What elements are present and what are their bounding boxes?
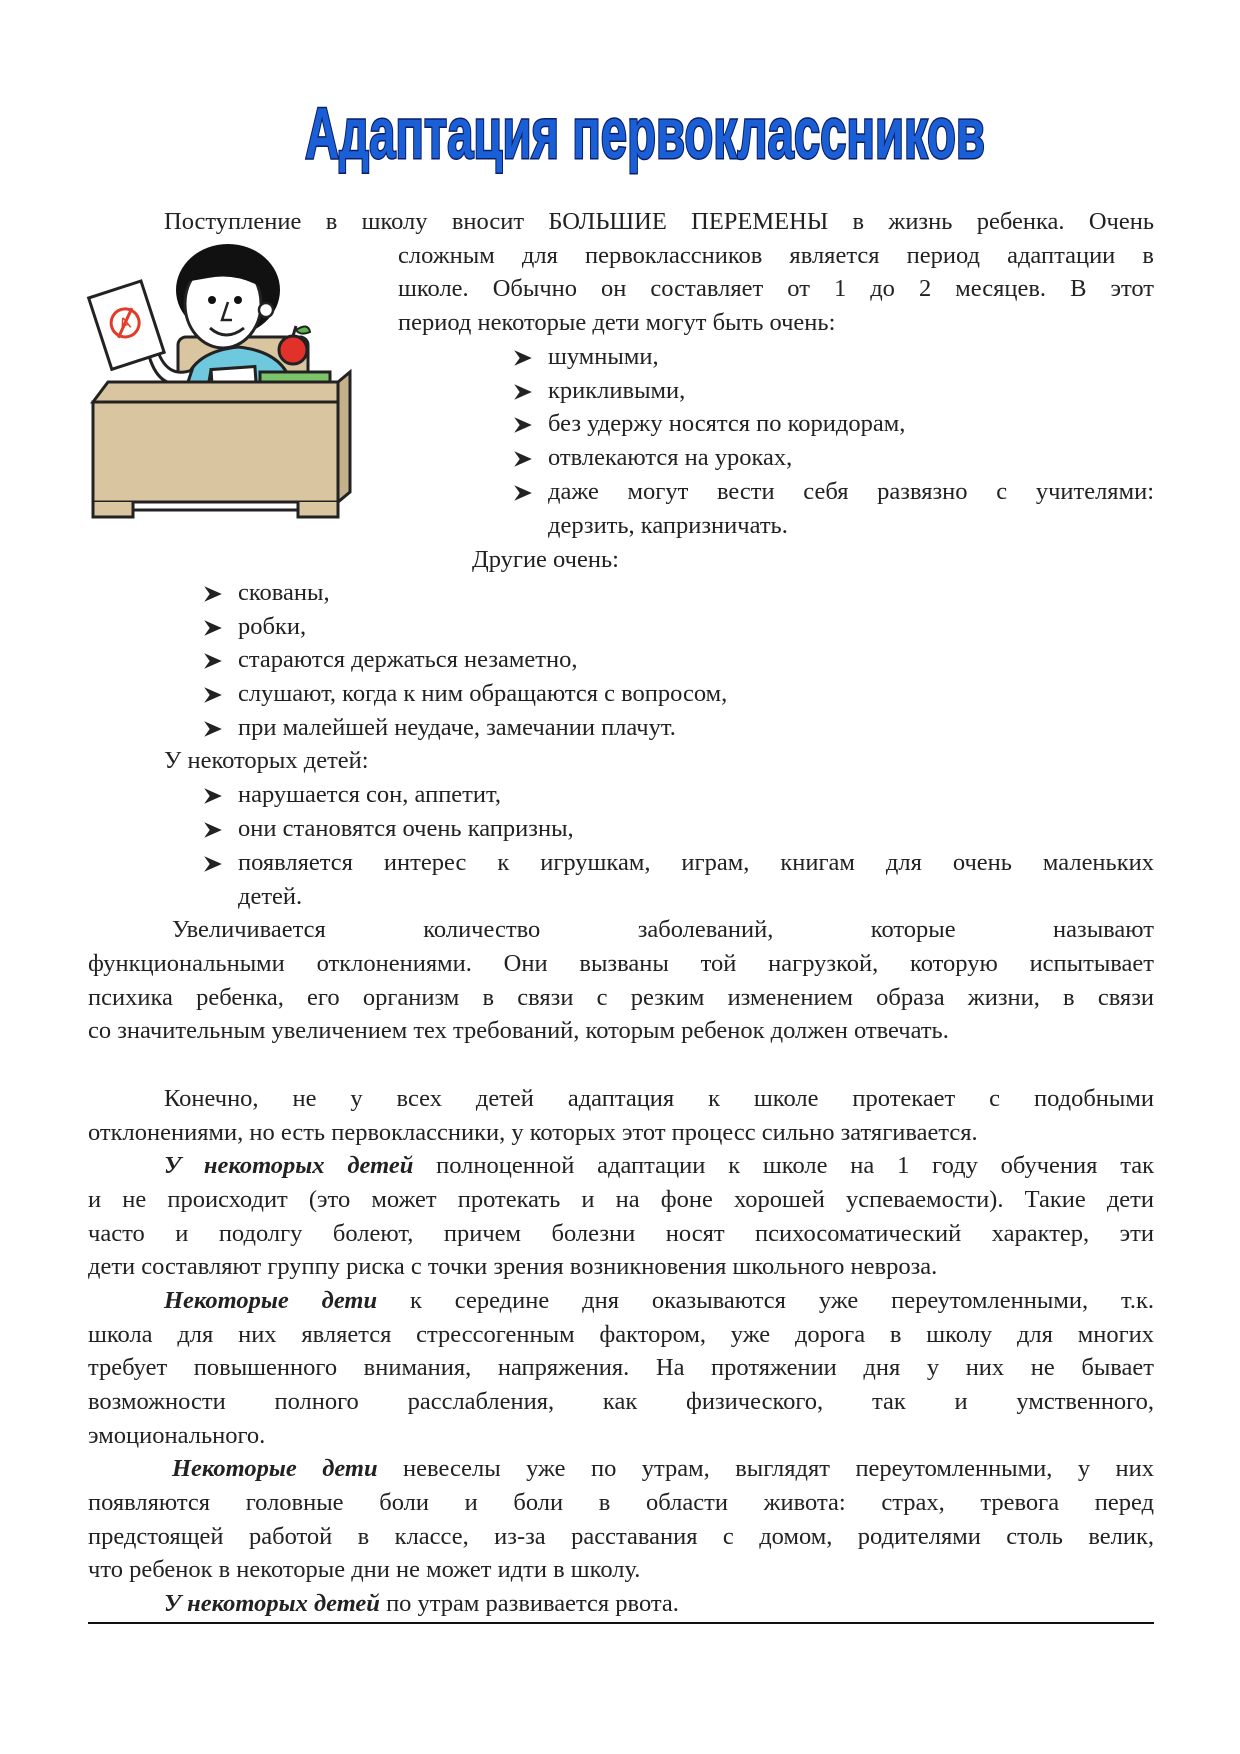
emphasis-lead: У некоторых детей	[164, 1590, 380, 1617]
arrow-bullet-icon	[512, 448, 534, 470]
para1-line-4: со значительным увеличением тех требований, которым ребенок должен отвечать.	[88, 1017, 949, 1044]
page-title: Адаптация первоклассников	[305, 94, 985, 174]
emphasis-lead: Некоторые дети	[172, 1455, 378, 1482]
teacher-at-desk-illustration	[88, 242, 388, 572]
para5-line-1-rest: невеселы уже по утрам, выглядят переутомленными, у них	[377, 1455, 1154, 1482]
arrow-bullet-icon	[512, 414, 534, 436]
list-item: слушают, когда к ним обращаются с вопросом,	[238, 680, 728, 707]
intro-line-4: период некоторые дети могут быть очень:	[398, 309, 836, 336]
emphasis-lead: У некоторых детей	[164, 1152, 414, 1179]
list-item: появляется интерес к игрушкам, играм, книгам для очень маленьких	[238, 849, 1154, 876]
list-item: крикливыми,	[548, 377, 686, 404]
others-label: Другие очень:	[472, 546, 619, 573]
para5-line-1	[172, 1452, 1154, 1485]
list-item: без удержу носятся по коридорам,	[548, 410, 906, 437]
list-item: скованы,	[238, 579, 330, 606]
arrow-bullet-icon	[202, 583, 224, 605]
list-item-continuation: дерзить, капризничать.	[548, 512, 788, 539]
para1-line-1: Увеличивается количество заболеваний, которые называют	[172, 916, 1154, 943]
para6-rest: по утрам развивается рвота.	[379, 1590, 679, 1617]
title-wordart	[300, 84, 990, 176]
list-item: стараются держаться незаметно,	[238, 646, 578, 673]
para3-line-1	[164, 1149, 1154, 1182]
para4-line-1-rest: к середине дня оказываются уже переутомленными, т.к.	[377, 1287, 1154, 1314]
list-item: при малейшей неудаче, замечании плачут.	[238, 714, 676, 741]
para4-line-5: эмоционального.	[88, 1422, 266, 1449]
list-item: отвлекаются на уроках,	[548, 444, 793, 471]
para2-line-2: отклонениями, но есть первоклассники, у которых этот процесс сильно затягивается.	[88, 1119, 978, 1146]
arrow-bullet-icon	[202, 650, 224, 672]
intro-line-1: Поступление в школу вносит БОЛЬШИЕ ПЕРЕМЕНЫ в жизнь ребенка. Очень	[164, 208, 1154, 235]
arrow-bullet-icon	[512, 482, 534, 504]
para3-line-4: дети составляют группу риска с точки зрения возникновения школьного невроза.	[88, 1253, 938, 1280]
arrow-bullet-icon	[202, 819, 224, 841]
list-item: нарушается сон, аппетит,	[238, 781, 501, 808]
bottom-divider	[88, 1622, 1154, 1624]
list-item-continuation: детей.	[238, 883, 303, 910]
list-item: шумными,	[548, 343, 659, 370]
para1-line-2: функциональными отклонениями. Они вызваны той нагрузкой, которую испытывает	[88, 950, 1154, 977]
list-item: робки,	[238, 613, 307, 640]
para2-line-1: Конечно, не у всех детей адаптация к школе протекает с подобными	[164, 1085, 1154, 1112]
para5-line-4: что ребенок в некоторые дни не может идти в школу.	[88, 1556, 641, 1583]
para5-line-3: предстоящей работой в классе, из-за расставания с домом, родителями столь велик,	[88, 1523, 1154, 1550]
arrow-bullet-icon	[202, 853, 224, 875]
para6-line-1	[164, 1587, 679, 1620]
para4-line-3: требует повышенного внимания, напряжения. На протяжении дня у них не бывает	[88, 1354, 1154, 1381]
intro-line-2: сложным для первоклассников является период адаптации в	[398, 242, 1154, 269]
para4-line-2: школа для них является стрессогенным фактором, уже дорога в школу для многих	[88, 1321, 1154, 1348]
intro-line-3: школе. Обычно он составляет от 1 до 2 месяцев. В этот	[398, 275, 1154, 302]
arrow-bullet-icon	[512, 381, 534, 403]
list-item: они становятся очень капризны,	[238, 815, 574, 842]
arrow-bullet-icon	[202, 684, 224, 706]
arrow-bullet-icon	[202, 785, 224, 807]
emphasis-lead: Некоторые дети	[164, 1287, 378, 1314]
some-label: У некоторых детей:	[164, 747, 369, 774]
arrow-bullet-icon	[202, 617, 224, 639]
arrow-bullet-icon	[202, 718, 224, 740]
para3-line-3: часто и подолгу болеют, причем болезни носят психосоматический характер, эти	[88, 1220, 1154, 1247]
para1-line-3: психика ребенка, его организм в связи с резким изменением образа жизни, в связи	[88, 984, 1154, 1011]
para3-line-1-rest: полноценной адаптации к школе на 1 году обучения так	[413, 1152, 1154, 1179]
para3-line-2: и не происходит (это может протекать и на фоне хорошей успеваемости). Такие дети	[88, 1186, 1154, 1213]
arrow-bullet-icon	[512, 347, 534, 369]
para4-line-4: возможности полного расслабления, как физического, так и умственного,	[88, 1388, 1154, 1415]
list-item: даже могут вести себя развязно с учителями:	[548, 478, 1154, 505]
para5-line-2: появляются головные боли и боли в области живота: страх, тревога перед	[88, 1489, 1154, 1516]
para4-line-1	[164, 1284, 1154, 1317]
